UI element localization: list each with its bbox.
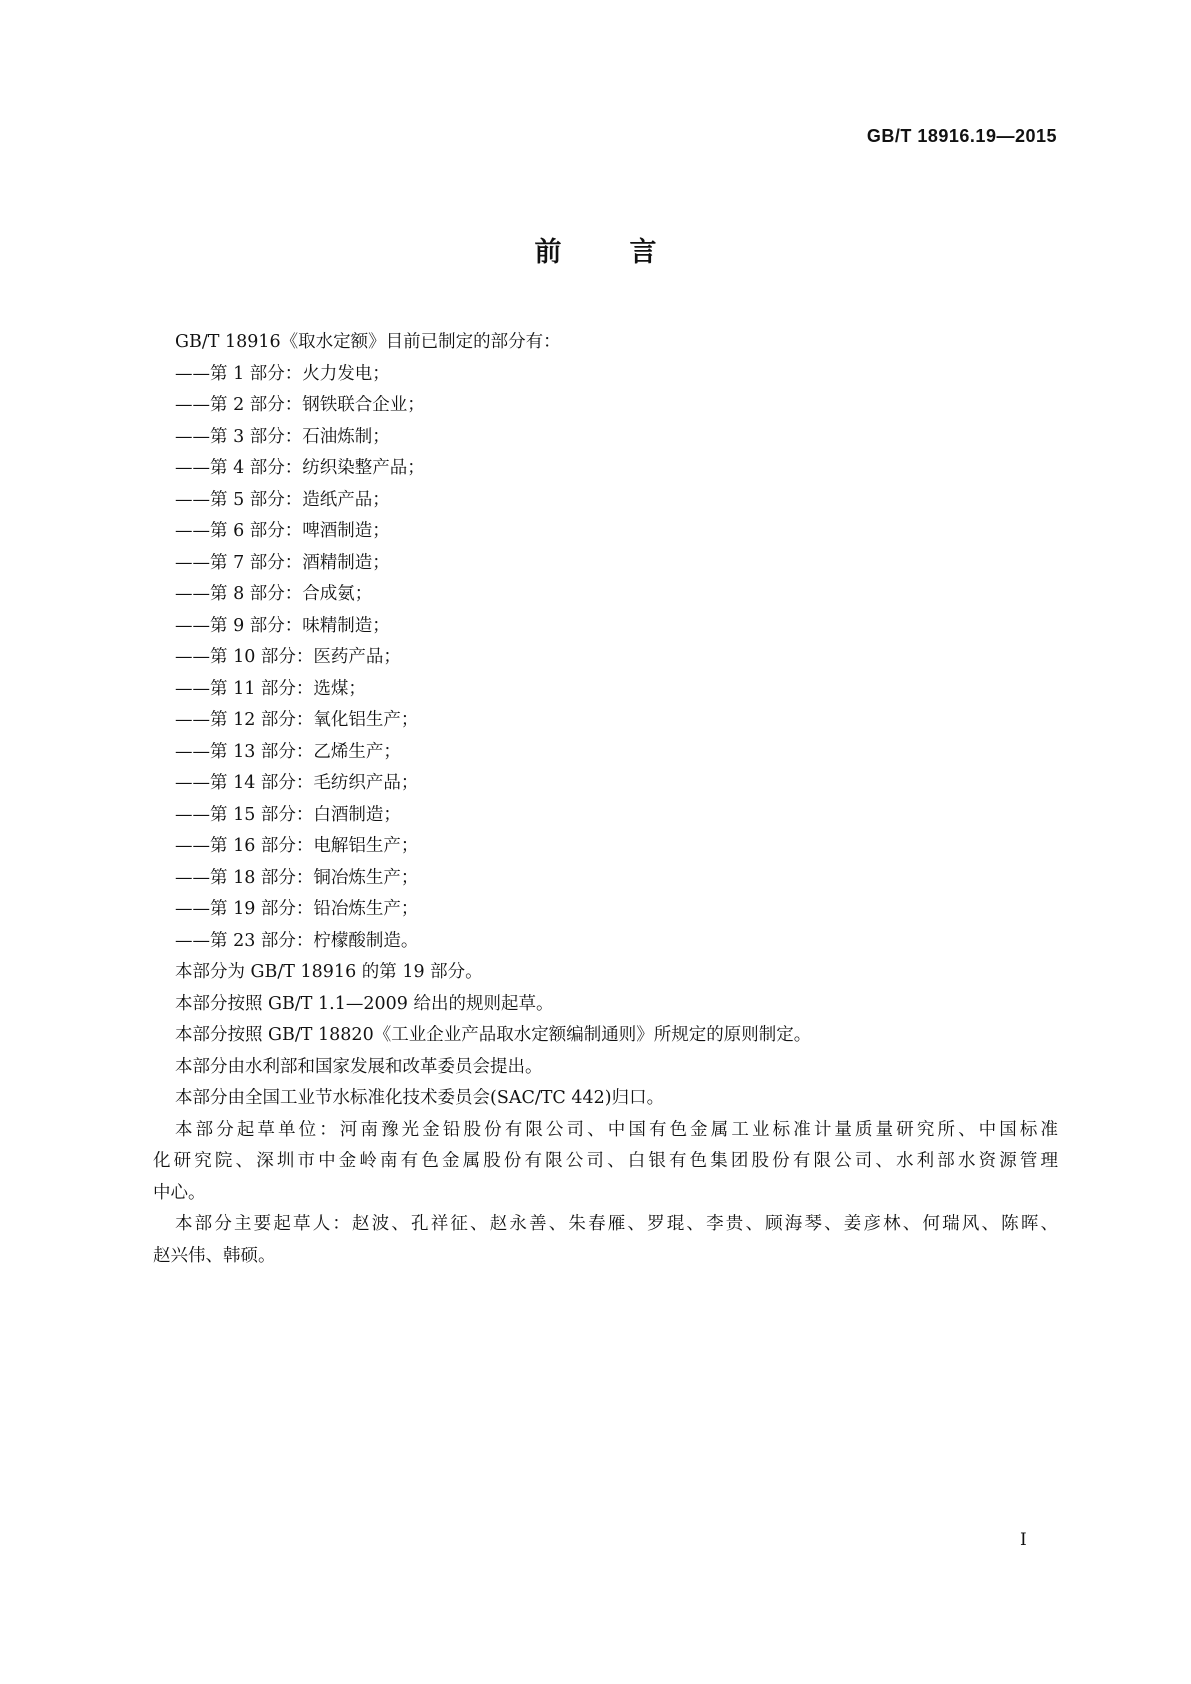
part-list-item: ——第 1 部分：火力发电；: [175, 363, 390, 384]
paragraph: 本部分由全国工业节水标准化技术委员会(SAC/TC 442)归口。: [175, 1088, 665, 1108]
part-list-item: ——第 5 部分：造纸产品；: [175, 489, 390, 510]
part-list-item: ——第 12 部分：氧化铝生产；: [175, 710, 419, 730]
paragraph: 本部分由水利部和国家发展和改革委员会提出。: [175, 1056, 543, 1077]
part-list-item: ——第 16 部分：电解铝生产；: [175, 836, 419, 856]
document-code: GB/T 18916.19—2015: [866, 126, 1057, 146]
drafters-line: 本部分主要起草人：赵波、孔祥征、赵永善、朱春雁、罗琨、李贵、顾海琴、姜彦林、何瑞风、陈晖、: [175, 1214, 1058, 1234]
part-list-item: ——第 9 部分：味精制造；: [175, 615, 390, 636]
part-list-item: ——第 11 部分：选煤；: [175, 678, 366, 699]
part-list-item: ——第 2 部分：钢铁联合企业；: [175, 395, 425, 415]
drafting-units-line: 本部分起草单位：河南豫光金铅股份有限公司、中国有色金属工业标准计量质量研究所、中国标准: [175, 1119, 1058, 1140]
document-body: [153, 327, 1058, 1272]
part-list-item: ——第 14 部分：毛纺织产品；: [175, 773, 419, 793]
part-list-item: ——第 4 部分：纺织染整产品；: [175, 458, 425, 478]
title-char: 前: [534, 237, 562, 268]
part-list-item: ——第 19 部分：铅冶炼生产；: [175, 899, 419, 919]
title-char: 言: [629, 237, 657, 268]
drafting-units-line: 化研究院、深圳市中金岭南有色金属股份有限公司、白银有色集团股份有限公司、水利部水资源管理: [153, 1151, 1058, 1171]
paragraph: 本部分按照 GB/T 1.1—2009 给出的规则起草。: [175, 993, 554, 1014]
part-list-item: ——第 15 部分：白酒制造；: [175, 804, 401, 825]
part-list-item: ——第 13 部分：乙烯生产；: [175, 741, 401, 762]
part-list-item: ——第 18 部分：铜冶炼生产；: [175, 867, 419, 888]
intro-text: GB/T 18916《取水定额》目前已制定的部分有：: [175, 332, 561, 352]
paragraph: 本部分按照 GB/T 18820《工业企业产品取水定额编制通则》所规定的原则制定。: [175, 1025, 812, 1045]
part-list-item: ——第 23 部分：柠檬酸制造。: [175, 930, 419, 951]
part-list-item: ——第 10 部分：医药产品；: [175, 647, 401, 667]
page-number: I: [1020, 1530, 1027, 1550]
part-list-item: ——第 7 部分：酒精制造；: [175, 552, 390, 573]
paragraph: 本部分为 GB/T 18916 的第 19 部分。: [175, 962, 483, 982]
drafters-line: 赵兴伟、韩硕。: [153, 1245, 276, 1266]
drafting-units-line: 中心。: [153, 1182, 206, 1203]
part-list-item: ——第 3 部分：石油炼制；: [175, 426, 390, 447]
part-list-item: ——第 8 部分：合成氨；: [175, 584, 373, 604]
part-list-item: ——第 6 部分：啤酒制造；: [175, 521, 390, 541]
page-title: [0, 230, 1191, 269]
